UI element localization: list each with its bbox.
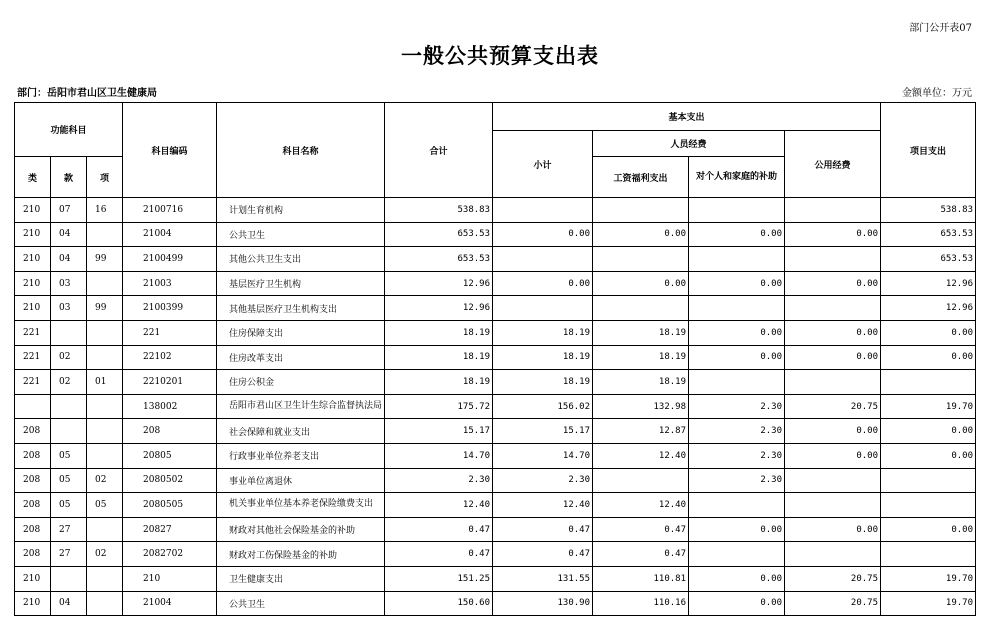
cell-code: 221 <box>123 320 217 345</box>
cell-lei: 210 <box>15 198 51 223</box>
cell-project: 0.00 <box>881 517 976 542</box>
cell-wages: 12.40 <box>593 443 689 468</box>
header-func-subject: 功能科目 <box>15 103 123 157</box>
cell-xiang <box>87 419 123 444</box>
cell-name: 公共卫生 <box>217 591 385 616</box>
cell-kuan <box>51 394 87 419</box>
cell-lei: 208 <box>15 542 51 567</box>
table-row <box>15 419 976 444</box>
cell-subtotal: 18.19 <box>493 370 593 395</box>
cell-name: 其他基层医疗卫生机构支出 <box>217 296 385 321</box>
cell-subtotal: 14.70 <box>493 443 593 468</box>
cell-wages: 0.47 <box>593 542 689 567</box>
cell-name: 住房公积金 <box>217 370 385 395</box>
cell-subsidy <box>689 493 785 518</box>
cell-wages: 0.00 <box>593 271 689 296</box>
cell-kuan <box>51 419 87 444</box>
cell-wages: 110.16 <box>593 591 689 616</box>
header-total: 合计 <box>385 103 493 198</box>
cell-total: 12.96 <box>385 296 493 321</box>
table-row <box>15 542 976 567</box>
table-row <box>15 517 976 542</box>
cell-subsidy: 2.30 <box>689 394 785 419</box>
cell-code: 21004 <box>123 591 217 616</box>
cell-xiang: 99 <box>87 296 123 321</box>
cell-code: 20827 <box>123 517 217 542</box>
cell-xiang: 16 <box>87 198 123 223</box>
cell-total: 175.72 <box>385 394 493 419</box>
cell-subtotal: 0.00 <box>493 271 593 296</box>
cell-total: 151.25 <box>385 566 493 591</box>
cell-lei: 210 <box>15 296 51 321</box>
cell-public: 20.75 <box>785 394 881 419</box>
cell-public <box>785 542 881 567</box>
cell-subsidy <box>689 247 785 272</box>
cell-subsidy: 0.00 <box>689 517 785 542</box>
cell-subsidy: 0.00 <box>689 222 785 247</box>
table-row <box>15 198 976 223</box>
cell-subtotal: 18.19 <box>493 320 593 345</box>
cell-kuan: 05 <box>51 468 87 493</box>
table-body <box>15 198 976 616</box>
cell-lei: 221 <box>15 370 51 395</box>
table-header <box>15 103 976 198</box>
cell-xiang: 99 <box>87 247 123 272</box>
cell-name: 社会保障和就业支出 <box>217 419 385 444</box>
cell-lei: 210 <box>15 591 51 616</box>
cell-code: 138002 <box>123 394 217 419</box>
cell-name: 计划生育机构 <box>217 198 385 223</box>
cell-subtotal: 156.02 <box>493 394 593 419</box>
cell-name: 其他公共卫生支出 <box>217 247 385 272</box>
header-xiang: 项 <box>87 157 123 198</box>
cell-subsidy: 0.00 <box>689 345 785 370</box>
cell-name: 住房改革支出 <box>217 345 385 370</box>
cell-project: 0.00 <box>881 443 976 468</box>
cell-wages <box>593 247 689 272</box>
header-basic: 基本支出 <box>493 103 881 131</box>
cell-code: 22102 <box>123 345 217 370</box>
cell-kuan <box>51 320 87 345</box>
cell-xiang <box>87 271 123 296</box>
table-row <box>15 443 976 468</box>
cell-total: 18.19 <box>385 370 493 395</box>
cell-code: 21003 <box>123 271 217 296</box>
cell-xiang <box>87 222 123 247</box>
cell-subtotal: 12.40 <box>493 493 593 518</box>
table-row <box>15 468 976 493</box>
cell-lei: 208 <box>15 468 51 493</box>
cell-kuan: 27 <box>51 542 87 567</box>
cell-wages: 132.98 <box>593 394 689 419</box>
table-row <box>15 271 976 296</box>
table-row <box>15 320 976 345</box>
cell-public: 0.00 <box>785 517 881 542</box>
cell-xiang <box>87 320 123 345</box>
cell-name: 行政事业单位养老支出 <box>217 443 385 468</box>
cell-subsidy: 2.30 <box>689 419 785 444</box>
cell-xiang: 01 <box>87 370 123 395</box>
cell-total: 0.47 <box>385 517 493 542</box>
cell-kuan: 04 <box>51 247 87 272</box>
cell-lei: 208 <box>15 419 51 444</box>
cell-lei: 208 <box>15 517 51 542</box>
cell-subsidy <box>689 296 785 321</box>
cell-lei: 221 <box>15 320 51 345</box>
cell-kuan: 02 <box>51 345 87 370</box>
cell-public: 0.00 <box>785 222 881 247</box>
budget-table <box>14 102 976 616</box>
header-wages: 工资福利支出 <box>593 157 689 198</box>
cell-lei: 210 <box>15 247 51 272</box>
unit-label: 金额单位：万元 <box>902 88 972 99</box>
cell-lei: 210 <box>15 566 51 591</box>
cell-subtotal: 130.90 <box>493 591 593 616</box>
cell-project <box>881 493 976 518</box>
table-row <box>15 591 976 616</box>
cell-xiang: 02 <box>87 468 123 493</box>
cell-project: 19.70 <box>881 566 976 591</box>
cell-wages: 110.81 <box>593 566 689 591</box>
cell-name: 公共卫生 <box>217 222 385 247</box>
cell-name: 机关事业单位基本养老保险缴费支出 <box>217 493 385 518</box>
cell-total: 12.96 <box>385 271 493 296</box>
header-public: 公用经费 <box>785 131 881 198</box>
cell-public: 20.75 <box>785 566 881 591</box>
cell-subtotal: 2.30 <box>493 468 593 493</box>
cell-code: 2100716 <box>123 198 217 223</box>
cell-subtotal: 0.47 <box>493 542 593 567</box>
cell-code: 2210201 <box>123 370 217 395</box>
header-code: 科目编码 <box>123 103 217 198</box>
cell-wages: 18.19 <box>593 370 689 395</box>
cell-project: 0.00 <box>881 320 976 345</box>
table-row <box>15 222 976 247</box>
page-title: 一般公共预算支出表 <box>401 44 599 68</box>
cell-wages: 18.19 <box>593 320 689 345</box>
cell-lei: 210 <box>15 222 51 247</box>
cell-project: 0.00 <box>881 345 976 370</box>
cell-project: 19.70 <box>881 394 976 419</box>
cell-subtotal: 15.17 <box>493 419 593 444</box>
cell-xiang <box>87 394 123 419</box>
cell-name: 财政对工伤保险基金的补助 <box>217 542 385 567</box>
cell-public <box>785 370 881 395</box>
cell-xiang: 05 <box>87 493 123 518</box>
cell-subsidy: 2.30 <box>689 443 785 468</box>
cell-code: 2082702 <box>123 542 217 567</box>
cell-public: 20.75 <box>785 591 881 616</box>
cell-name: 财政对其他社会保险基金的补助 <box>217 517 385 542</box>
cell-xiang <box>87 345 123 370</box>
table-row <box>15 370 976 395</box>
cell-name: 卫生健康支出 <box>217 566 385 591</box>
cell-code: 2100399 <box>123 296 217 321</box>
cell-name: 事业单位离退休 <box>217 468 385 493</box>
cell-wages: 0.00 <box>593 222 689 247</box>
cell-project: 19.70 <box>881 591 976 616</box>
cell-total: 150.60 <box>385 591 493 616</box>
table-row <box>15 247 976 272</box>
cell-wages: 0.47 <box>593 517 689 542</box>
cell-name: 基层医疗卫生机构 <box>217 271 385 296</box>
header-subtotal: 小计 <box>493 131 593 198</box>
cell-subsidy <box>689 542 785 567</box>
cell-code: 20805 <box>123 443 217 468</box>
cell-lei <box>15 394 51 419</box>
cell-kuan: 05 <box>51 443 87 468</box>
cell-lei: 221 <box>15 345 51 370</box>
cell-project: 538.83 <box>881 198 976 223</box>
cell-wages <box>593 296 689 321</box>
cell-xiang <box>87 443 123 468</box>
cell-kuan: 27 <box>51 517 87 542</box>
cell-project <box>881 468 976 493</box>
cell-xiang: 02 <box>87 542 123 567</box>
cell-public: 0.00 <box>785 443 881 468</box>
cell-wages: 12.87 <box>593 419 689 444</box>
header-subsidy: 对个人和家庭的补助 <box>689 157 785 198</box>
cell-total: 18.19 <box>385 320 493 345</box>
cell-project <box>881 542 976 567</box>
cell-code: 210 <box>123 566 217 591</box>
cell-subtotal: 0.00 <box>493 222 593 247</box>
cell-wages: 12.40 <box>593 493 689 518</box>
table-row <box>15 296 976 321</box>
header-lei: 类 <box>15 157 51 198</box>
header-name: 科目名称 <box>217 103 385 198</box>
cell-project: 12.96 <box>881 271 976 296</box>
cell-project: 653.53 <box>881 222 976 247</box>
cell-project: 0.00 <box>881 419 976 444</box>
cell-subsidy <box>689 370 785 395</box>
cell-total: 0.47 <box>385 542 493 567</box>
cell-subsidy: 0.00 <box>689 271 785 296</box>
form-code: 部门公开表07 <box>909 23 972 34</box>
cell-subsidy: 2.30 <box>689 468 785 493</box>
cell-lei: 208 <box>15 493 51 518</box>
cell-lei: 208 <box>15 443 51 468</box>
cell-public: 0.00 <box>785 345 881 370</box>
cell-code: 208 <box>123 419 217 444</box>
cell-public: 0.00 <box>785 419 881 444</box>
cell-xiang <box>87 591 123 616</box>
cell-total: 12.40 <box>385 493 493 518</box>
cell-kuan <box>51 566 87 591</box>
cell-project: 653.53 <box>881 247 976 272</box>
cell-lei: 210 <box>15 271 51 296</box>
cell-public: 0.00 <box>785 271 881 296</box>
cell-subtotal: 18.19 <box>493 345 593 370</box>
cell-kuan: 05 <box>51 493 87 518</box>
cell-kuan: 07 <box>51 198 87 223</box>
cell-subsidy: 0.00 <box>689 591 785 616</box>
cell-code: 21004 <box>123 222 217 247</box>
cell-total: 14.70 <box>385 443 493 468</box>
table-row <box>15 493 976 518</box>
cell-project <box>881 370 976 395</box>
cell-kuan: 04 <box>51 222 87 247</box>
cell-code: 2100499 <box>123 247 217 272</box>
cell-public <box>785 296 881 321</box>
cell-subtotal: 0.47 <box>493 517 593 542</box>
cell-subtotal <box>493 198 593 223</box>
table-row <box>15 566 976 591</box>
cell-kuan: 02 <box>51 370 87 395</box>
cell-subtotal <box>493 296 593 321</box>
cell-subsidy: 0.00 <box>689 566 785 591</box>
header-kuan: 款 <box>51 157 87 198</box>
cell-subtotal <box>493 247 593 272</box>
cell-kuan: 03 <box>51 296 87 321</box>
table-row <box>15 345 976 370</box>
cell-public <box>785 198 881 223</box>
cell-public <box>785 468 881 493</box>
cell-subsidy: 0.00 <box>689 320 785 345</box>
cell-public: 0.00 <box>785 320 881 345</box>
cell-total: 2.30 <box>385 468 493 493</box>
header-personnel: 人员经费 <box>593 131 785 157</box>
cell-total: 15.17 <box>385 419 493 444</box>
cell-total: 653.53 <box>385 247 493 272</box>
cell-kuan: 03 <box>51 271 87 296</box>
cell-wages <box>593 468 689 493</box>
cell-code: 2080502 <box>123 468 217 493</box>
cell-public <box>785 493 881 518</box>
cell-subtotal: 131.55 <box>493 566 593 591</box>
cell-wages: 18.19 <box>593 345 689 370</box>
cell-public <box>785 247 881 272</box>
cell-total: 538.83 <box>385 198 493 223</box>
cell-name: 住房保障支出 <box>217 320 385 345</box>
cell-name: 岳阳市君山区卫生计生综合监督执法局 <box>217 394 385 419</box>
header-project: 项目支出 <box>881 103 976 198</box>
cell-total: 653.53 <box>385 222 493 247</box>
cell-total: 18.19 <box>385 345 493 370</box>
cell-wages <box>593 198 689 223</box>
cell-xiang <box>87 566 123 591</box>
cell-code: 2080505 <box>123 493 217 518</box>
table-row <box>15 394 976 419</box>
cell-xiang <box>87 517 123 542</box>
cell-kuan: 04 <box>51 591 87 616</box>
cell-subsidy <box>689 198 785 223</box>
cell-project: 12.96 <box>881 296 976 321</box>
department-label: 部门：岳阳市君山区卫生健康局 <box>17 88 157 99</box>
